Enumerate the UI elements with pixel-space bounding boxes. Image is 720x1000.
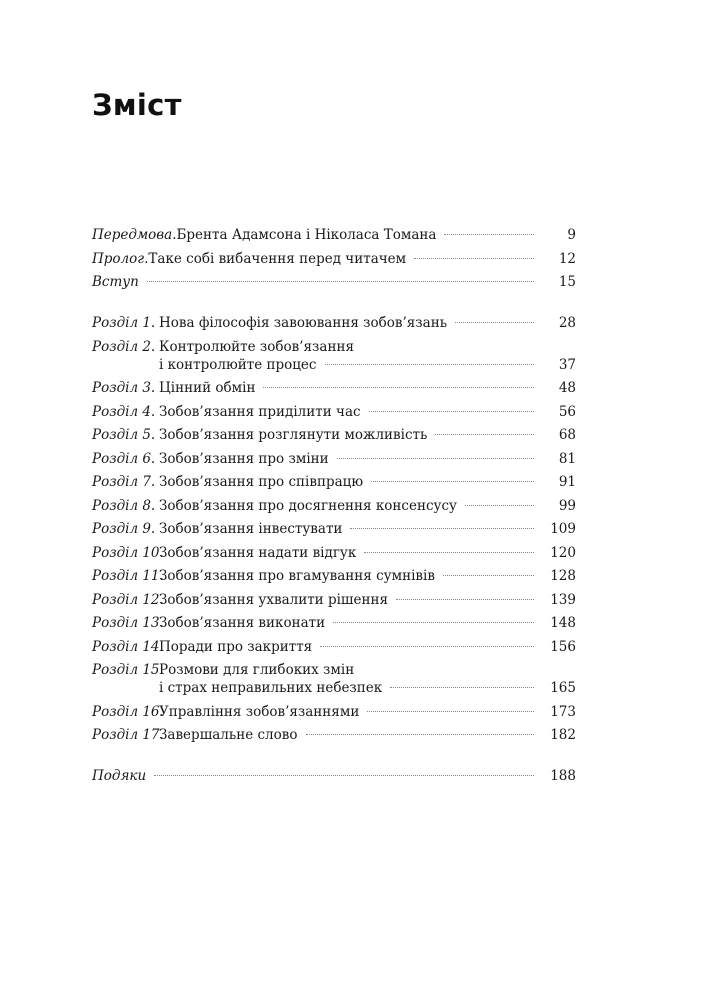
chapter-entry[interactable] [92,614,576,632]
chapter-title: Зобов’язання приділити час [159,403,361,420]
dot-leader [369,411,534,412]
chapter-list [92,314,576,744]
chapter-page-number: 81 [558,450,576,467]
chapter-title-line [159,338,576,356]
chapter-label: Розділ 17. [92,727,164,743]
chapter-page-number: 91 [558,474,576,490]
chapter-label: Розділ 6. [92,450,156,467]
chapter-page-number: 128 [550,568,576,584]
dot-leader [325,364,535,365]
toc-entry-line [92,250,576,268]
dot-leader [147,281,534,282]
chapter-label: Розділ 10. [92,544,164,561]
chapter-body [159,403,576,421]
chapter-title: Зобов’язання надати відгук [159,544,357,561]
table-of-contents [92,226,576,791]
chapter-label: Розділ 8. [92,497,156,514]
chapter-page-number: 156 [550,638,576,655]
chapter-label: Розділ 13. [92,615,164,631]
chapter-title-line [159,726,576,744]
chapter-entry[interactable] [92,450,576,468]
chapter-title-line [159,544,576,562]
dot-leader [350,528,534,529]
chapter-page-number: 148 [550,615,576,631]
chapter-entry[interactable] [92,403,576,421]
chapter-body [159,314,576,332]
chapter-entry[interactable] [92,544,576,562]
toc-page-number: 188 [550,768,576,784]
chapter-title-line [159,379,576,397]
dot-leader [444,234,534,235]
chapter-entry[interactable] [92,726,576,744]
toc-entry[interactable] [92,273,576,291]
toc-entry-body [92,767,576,785]
chapter-title: Зобов’язання розглянути можливість [159,427,428,443]
dot-leader [371,481,534,482]
chapter-entry[interactable] [92,473,576,491]
chapter-label: Розділ 1. [92,315,156,331]
chapter-body [159,703,576,721]
chapter-title-line [159,314,576,332]
chapter-title-line [159,356,576,374]
chapter-title-line [159,679,576,697]
dot-leader [443,575,534,576]
toc-entry-line [92,226,576,244]
chapter-title-line [159,520,576,538]
chapter-entry[interactable] [92,661,576,697]
chapter-entry[interactable] [92,638,576,656]
chapter-body [159,567,576,585]
chapter-page-number: 120 [550,544,576,561]
chapter-title: і контролюйте процес [159,356,317,373]
chapter-title: Розмови для глибоких змін [159,662,355,678]
chapter-title-line [159,703,576,721]
chapter-body [159,544,576,562]
toc-entry-label: Вступ [92,274,139,290]
chapter-body [159,338,576,374]
chapter-label: Розділ 7. [92,474,156,490]
dot-leader [333,622,534,623]
toc-entry-label: Подяки [92,768,147,784]
chapter-title-line [159,567,576,585]
dot-leader [364,552,534,553]
toc-entry-line [92,273,576,291]
chapter-title: Зобов’язання ухвалити рішення [159,591,388,608]
toc-page-number: 15 [558,274,576,290]
chapter-label: Розділ 15. [92,662,164,678]
chapter-label: Розділ 4. [92,403,156,420]
dot-leader [263,387,534,388]
chapter-entry[interactable] [92,567,576,585]
chapter-page-number: 165 [550,680,576,696]
page-title: Зміст [92,88,182,122]
chapter-title-line [159,638,576,656]
chapter-title-line [159,591,576,609]
chapter-entry[interactable] [92,520,576,538]
toc-page-number: 12 [558,250,576,267]
dot-leader [320,646,534,647]
chapter-title-line [159,450,576,468]
dot-leader [337,458,534,459]
chapter-title: Управління зобов’язаннями [159,703,360,720]
toc-separator: . [172,227,177,243]
chapter-page-number: 109 [550,521,576,537]
toc-entry-body [92,273,576,291]
chapter-label: Розділ 9. [92,521,156,537]
toc-entry-label: Пролог [92,250,145,267]
back-matter-list [92,767,576,785]
chapter-body [159,614,576,632]
chapter-title: Зобов’язання про співпрацю [159,474,364,490]
chapter-title: Зобов’язання про зміни [159,450,329,467]
chapter-entry[interactable] [92,426,576,444]
toc-separator: . [144,250,149,267]
chapter-page-number: 56 [558,403,576,420]
dot-leader [154,775,534,776]
chapter-title: Зобов’язання про досягнення консенсусу [159,497,457,514]
chapter-entry[interactable] [92,591,576,609]
chapter-label: Розділ 16. [92,703,164,720]
toc-entry-label: Передмова [92,227,173,243]
toc-entry-body [92,250,576,268]
chapter-body [159,450,576,468]
chapter-page-number: 48 [558,380,576,396]
chapter-page-number: 99 [558,497,576,514]
toc-entry[interactable] [92,226,576,244]
chapter-title-line [159,661,576,679]
dot-leader [435,434,534,435]
dot-leader [396,599,534,600]
chapter-page-number: 68 [558,427,576,443]
chapter-body [159,591,576,609]
toc-entry-body [92,226,576,244]
chapter-title: і страх неправильних небезпек [159,680,383,696]
chapter-entry[interactable] [92,379,576,397]
toc-entry-line [92,767,576,785]
chapter-body [159,379,576,397]
chapter-title: Зобов’язання виконати [159,615,326,631]
dot-leader [390,687,534,688]
chapter-title-line [159,473,576,491]
chapter-page-number: 37 [558,356,576,373]
dot-leader [367,711,534,712]
chapter-body [159,426,576,444]
chapter-page-number: 139 [550,591,576,608]
chapter-label: Розділ 5. [92,427,156,443]
chapter-title-line [159,403,576,421]
toc-entry-title: Таке собі вибачення перед читачем [148,250,407,267]
chapter-entry[interactable] [92,497,576,515]
chapter-page-number: 28 [558,315,576,331]
chapter-title: Завершальне слово [159,727,298,743]
toc-entry-title: Брента Адамсона і Ніколаса Томана [176,227,437,243]
chapter-entry[interactable] [92,703,576,721]
chapter-title: Зобов’язання інвестувати [159,521,343,537]
chapter-title: Контролюйте зобов’язання [159,338,354,355]
chapter-title-line [159,497,576,515]
chapter-title: Зобов’язання про вгамування сумнівів [159,568,435,584]
dot-leader [414,258,534,259]
toc-page-number: 9 [567,227,576,243]
chapter-body [159,520,576,538]
chapter-body [159,497,576,515]
chapter-label: Розділ 2. [92,338,156,355]
chapter-entry[interactable] [92,314,576,332]
chapter-body [159,661,576,697]
chapter-entry[interactable] [92,338,576,374]
chapter-title-line [159,614,576,632]
chapter-body [159,726,576,744]
chapter-title-line [159,426,576,444]
chapter-body [159,638,576,656]
toc-entry[interactable] [92,250,576,268]
dot-leader [306,734,535,735]
chapter-body [159,473,576,491]
dot-leader [465,505,534,506]
chapter-title: Поради про закриття [159,638,313,655]
chapter-page-number: 182 [550,727,576,743]
chapter-label: Розділ 3. [92,380,156,396]
chapter-label: Розділ 14. [92,638,164,655]
chapter-page-number: 173 [550,703,576,720]
dot-leader [455,322,534,323]
chapter-label: Розділ 11. [92,568,164,584]
chapter-title: Нова філософія завоювання зобов’язань [159,315,448,331]
front-matter-list [92,226,576,291]
chapter-title: Цінний обмін [159,380,256,396]
chapter-label: Розділ 12. [92,591,164,608]
toc-entry[interactable] [92,767,576,785]
